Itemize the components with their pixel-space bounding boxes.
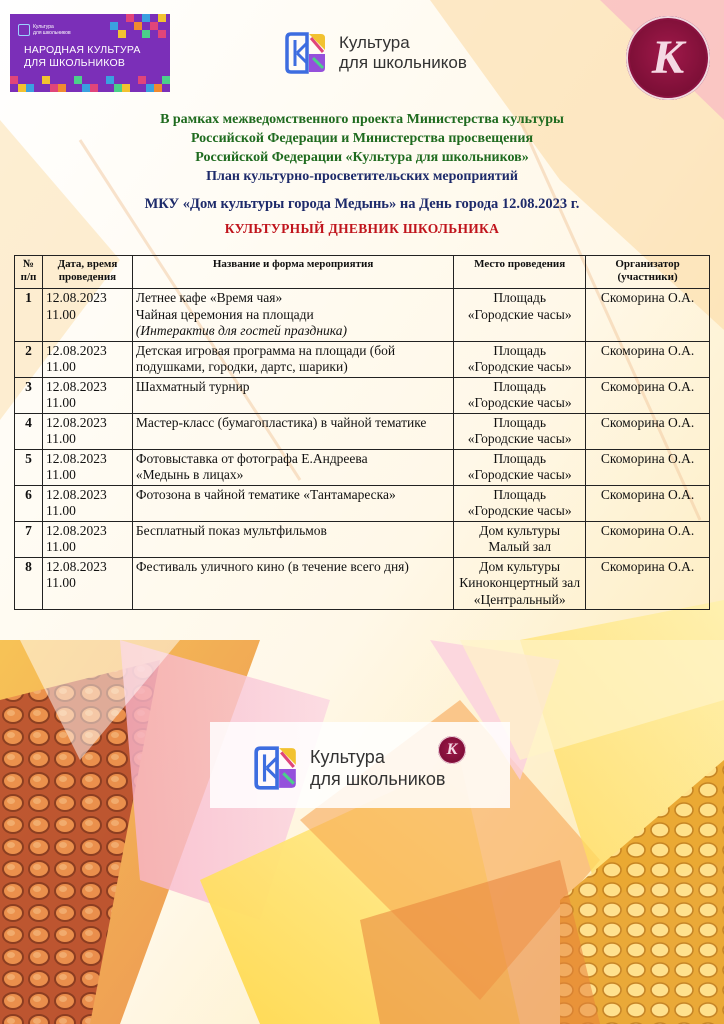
row-place: Дом культуры Малый зал xyxy=(454,521,586,557)
row-date: 12.08.2023 11.00 xyxy=(42,557,132,610)
row-place: Дом культуры Киноконцертный зал «Центральный» xyxy=(454,557,586,610)
row-place: Площадь «Городские часы» xyxy=(454,377,586,413)
culture-logo-icon xyxy=(18,24,30,36)
row-name: Бесплатный показ мультфильмов xyxy=(132,521,453,557)
row-num: 5 xyxy=(15,449,43,485)
row-place: Площадь «Городские часы» xyxy=(454,413,586,449)
table-row xyxy=(15,341,710,377)
events-table xyxy=(14,255,710,610)
row-num: 2 xyxy=(15,341,43,377)
heading-line: План культурно-просветительских мероприятий xyxy=(206,169,518,184)
row-date: 12.08.2023 11.00 xyxy=(42,377,132,413)
culture-logo-icon xyxy=(252,744,300,792)
row-date: 12.08.2023 11.00 xyxy=(42,521,132,557)
culture-house-emblem xyxy=(626,16,710,100)
row-place: Площадь «Городские часы» xyxy=(454,289,586,342)
row-name: Шахматный турнир xyxy=(132,377,453,413)
header-place: Место проведения xyxy=(454,256,586,289)
row-organizer: Скоморина О.А. xyxy=(586,521,710,557)
header-num: № п/п xyxy=(15,256,43,289)
row-name: Детская игровая программа на площади (бой подушками, городки, дартс, шарики) xyxy=(132,341,453,377)
table-row xyxy=(15,413,710,449)
row-num: 6 xyxy=(15,485,43,521)
culture-for-schoolchildren-logo xyxy=(283,30,467,76)
row-date: 12.08.2023 11.00 xyxy=(42,413,132,449)
organizer-line: МКУ «Дом культуры города Медынь» на День города 12.08.2023 г. xyxy=(144,196,580,212)
culture-for-schoolchildren-logo-bottom xyxy=(252,744,445,792)
header-date: Дата, время проведения xyxy=(42,256,132,289)
table-row xyxy=(15,289,710,342)
table-row xyxy=(15,557,710,610)
row-num: 8 xyxy=(15,557,43,610)
row-organizer: Скоморина О.А. xyxy=(586,289,710,342)
row-name: Фотовыставка от фотографа Е.Андреева «Медынь в лицах» xyxy=(132,449,453,485)
culture-logo-icon xyxy=(283,30,329,76)
heading-line: В рамках межведомственного проекта Министерства культуры xyxy=(160,112,564,127)
row-date: 12.08.2023 11.00 xyxy=(42,289,132,342)
emblem-letter: К xyxy=(446,741,458,758)
row-organizer: Скоморина О.А. xyxy=(586,485,710,521)
row-name: Мастер-класс (бумагопластика) в чайной тематике xyxy=(132,413,453,449)
row-name: Фестиваль уличного кино (в течение всего дня) xyxy=(132,557,453,610)
row-organizer: Скоморина О.А. xyxy=(586,341,710,377)
row-date: 12.08.2023 11.00 xyxy=(42,449,132,485)
row-organizer: Скоморина О.А. xyxy=(586,377,710,413)
row-place: Площадь «Городские часы» xyxy=(454,449,586,485)
table-row xyxy=(15,377,710,413)
row-name: Летнее кафе «Время чая» Чайная церемония на площади (Интерактив для гостей праздника) xyxy=(132,289,453,342)
header-organizer: Организатор (участники) xyxy=(586,256,710,289)
culture-house-emblem-small xyxy=(438,736,466,764)
emblem-letter: К xyxy=(651,31,685,84)
row-date: 12.08.2023 11.00 xyxy=(42,485,132,521)
table-row xyxy=(15,449,710,485)
row-num: 7 xyxy=(15,521,43,557)
row-num: 1 xyxy=(15,289,43,342)
row-note: (Интерактив для гостей праздника) xyxy=(135,323,348,338)
badge-mini-logo: Культура для школьников xyxy=(18,24,71,36)
badge-title: НАРОДНАЯ КУЛЬТУРА ДЛЯ ШКОЛЬНИКОВ xyxy=(24,44,141,69)
row-num: 4 xyxy=(15,413,43,449)
header-name: Название и форма мероприятия xyxy=(132,256,453,289)
events-table-wrap xyxy=(14,255,710,610)
logo-text: Культура для школьников xyxy=(339,33,467,72)
row-organizer: Скоморина О.А. xyxy=(586,557,710,610)
heading-line: Российской Федерации «Культура для школьников» xyxy=(195,150,529,165)
row-name: Фотозона в чайной тематике «Тантамареска» xyxy=(132,485,453,521)
folk-culture-badge xyxy=(10,14,170,92)
logo-text: Культура для школьников xyxy=(310,747,446,789)
row-place: Площадь «Городские часы» xyxy=(454,341,586,377)
table-row xyxy=(15,521,710,557)
row-place: Площадь «Городские часы» xyxy=(454,485,586,521)
project-heading xyxy=(60,110,664,186)
heading-line: Российской Федерации и Министерства просвещения xyxy=(190,131,534,146)
row-num: 3 xyxy=(15,377,43,413)
table-row xyxy=(15,485,710,521)
table-header-row xyxy=(15,256,710,289)
row-organizer: Скоморина О.А. xyxy=(586,413,710,449)
row-date: 12.08.2023 11.00 xyxy=(42,341,132,377)
diary-title: КУЛЬТУРНЫЙ ДНЕВНИК ШКОЛЬНИКА xyxy=(224,221,500,236)
row-organizer: Скоморина О.А. xyxy=(586,449,710,485)
